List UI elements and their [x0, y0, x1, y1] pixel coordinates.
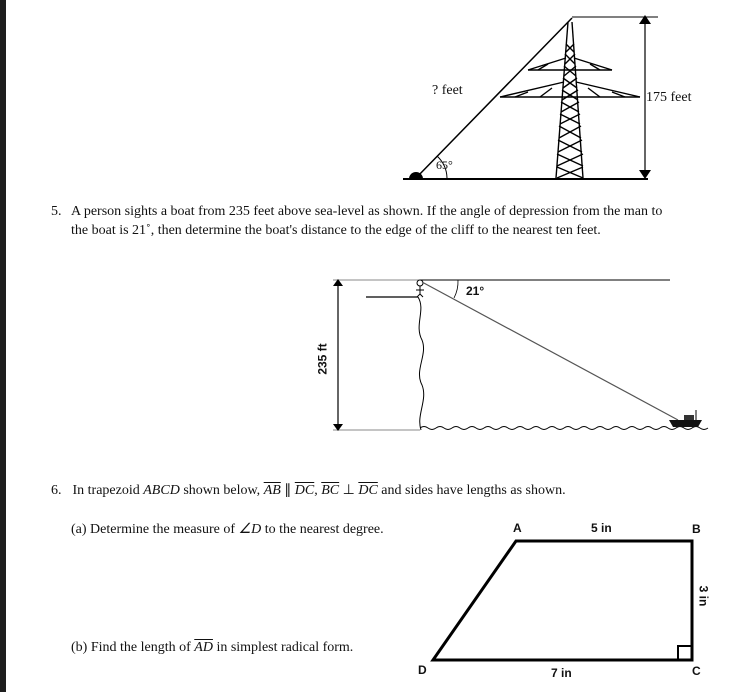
tower-height-label: 175 feet — [646, 90, 692, 105]
segment-bc: $\overline{BC}$ — [321, 483, 340, 498]
vertex-a-label: A — [513, 521, 522, 535]
problem5-line2: the boat is 21˚, then determine the boat's distance to the edge of the cliff to the nearest ten feet. — [71, 223, 601, 238]
part-a-text: (a) Determine the measure of — [71, 522, 236, 537]
tower-angle-label: 65° — [436, 158, 453, 172]
segment-dc: $\overline{DC}$ — [294, 483, 315, 498]
vertex-c-label: C — [692, 664, 701, 678]
problem5-number: 5. — [51, 204, 62, 219]
part-a-text-end: to the nearest degree. — [264, 522, 384, 537]
problem6-number: 6. — [51, 483, 62, 498]
problem6-tail: and sides have lengths as shown. — [381, 483, 566, 498]
angle-d: ∠D — [238, 522, 262, 537]
part-b-text: (b) Find the length of — [71, 640, 191, 655]
segment-dc-2: $\overline{DC}$ — [358, 483, 378, 498]
problem6-name: ABCD — [143, 483, 180, 498]
vertex-b-label: B — [692, 522, 701, 536]
bottom-side-label: 7 in — [551, 666, 572, 680]
vertex-d-label: D — [418, 663, 427, 677]
segment-ad: $\overline{AD}$ — [194, 640, 213, 655]
parallel-symbol: ∥ — [284, 483, 292, 498]
cliff-height-label: 235 ft — [315, 343, 330, 375]
perpendicular-symbol: ⊥ — [342, 483, 355, 498]
problem6-shown: shown below, — [183, 483, 261, 498]
tower-hypotenuse-label: ? feet — [432, 83, 463, 98]
segment-ab: $\overline{AB}$ — [263, 483, 281, 498]
right-side-label: 3 in — [696, 585, 711, 607]
cliff-angle-label: 21° — [466, 284, 485, 298]
top-side-label: 5 in — [591, 521, 612, 535]
part-b-text-end: in simplest radical form. — [216, 640, 354, 655]
problem6-intro: In trapezoid — [72, 483, 140, 498]
comma: , — [314, 483, 318, 498]
problem5-line1: A person sights a boat from 235 feet above sea-level as shown. If the angle of depression from the man to — [71, 204, 663, 219]
